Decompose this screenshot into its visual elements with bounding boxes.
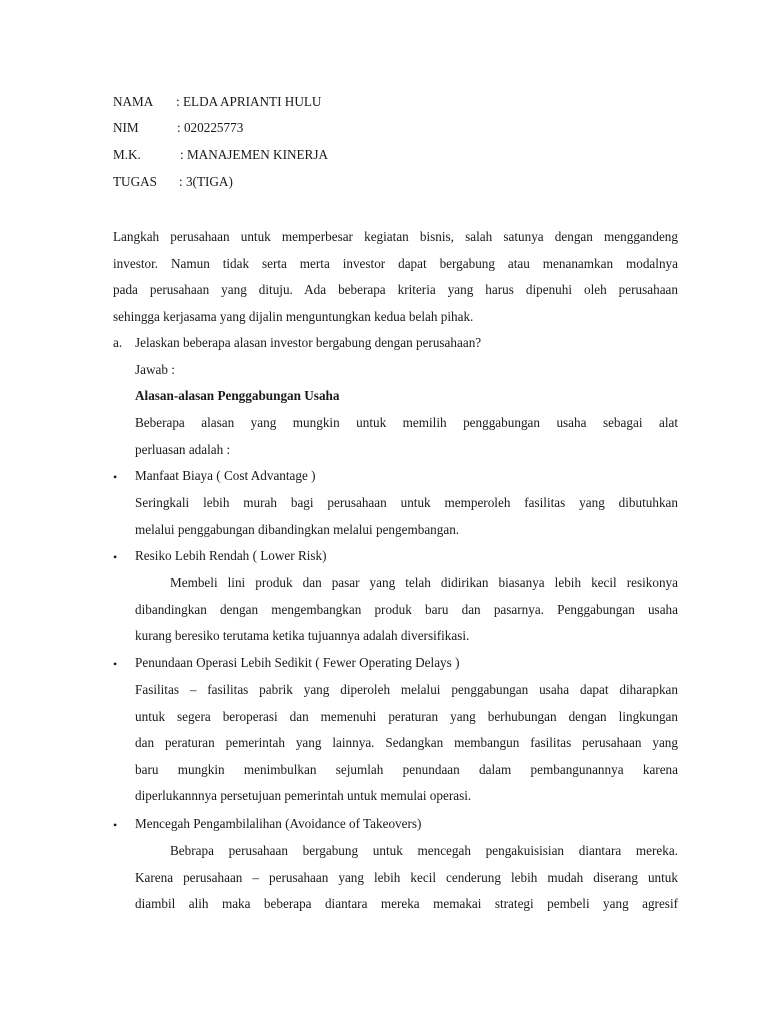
bullet-line: Seringkali lebih murah bagi perusahaan untuk memperoleh fasilitas yang dibutuhkan bbox=[135, 495, 678, 510]
bullet-title: Resiko Lebih Rendah ( Lower Risk) bbox=[135, 548, 327, 563]
nim-label: NIM bbox=[113, 120, 139, 135]
intro-paragraph bbox=[113, 224, 678, 330]
bullet-line: diambil alih maka beberapa diantara mereka memakai strategi pembeli yang agresif bbox=[135, 896, 678, 912]
bullet-line: melalui penggabungan dibandingkan melalui pengembangan. bbox=[135, 521, 460, 537]
bullet-line: Membeli lini produk dan pasar yang telah didirikan biasanya lebih kecil resikonya bbox=[170, 575, 678, 590]
section-intro-line: perluasan adalah : bbox=[135, 441, 231, 457]
bullet-line: Fasilitas – fasilitas pabrik yang diperoleh melalui penggabungan usaha dapat diharapkan bbox=[135, 682, 678, 697]
bullet-line: untuk segera beroperasi dan memenuhi peraturan yang berhubungan dengan lingkungan bbox=[135, 708, 678, 724]
nim-value: : 020225773 bbox=[177, 120, 244, 135]
mk-value: : MANAJEMEN KINERJA bbox=[180, 147, 328, 162]
question-text: Jelaskan beberapa alasan investor bergabung dengan perusahaan? bbox=[135, 335, 482, 350]
bullet-line: baru mungkin menimbulkan sejumlah penundaan dalam pembangunannya karena bbox=[135, 761, 678, 777]
bullet-body bbox=[135, 570, 678, 650]
mk-label: M.K. bbox=[113, 147, 141, 162]
section-intro-line: Beberapa alasan yang mungkin untuk memilih penggabungan usaha sebagai alat bbox=[135, 415, 678, 430]
intro-line: Langkah perusahaan untuk memperbesar kegiatan bisnis, salah satunya dengan menggandeng bbox=[113, 229, 678, 244]
nama-label: NAMA bbox=[113, 94, 154, 109]
bullet-dot: • bbox=[113, 657, 118, 671]
bullet-dot: • bbox=[113, 470, 118, 484]
bullet-line: dan peraturan pemerintah yang lainnya. Sedangkan membangun fasilitas perusahaan yang bbox=[135, 735, 678, 751]
section-intro bbox=[135, 410, 678, 463]
bullet-body bbox=[135, 677, 678, 810]
bullet-dot: • bbox=[113, 818, 118, 832]
bullet-title: Penundaan Operasi Lebih Sedikit ( Fewer Operating Delays ) bbox=[135, 655, 460, 670]
bullet-line: dibandingkan dengan mengembangkan produk baru dan pasarnya. Penggabungan usaha bbox=[135, 601, 678, 617]
bullet-line: Bebrapa perusahaan bergabung untuk mencegah pengakuisisian diantara mereka. bbox=[170, 843, 678, 858]
bullet-body bbox=[135, 490, 678, 543]
bullet-line: Karena perusahaan – perusahaan yang lebih kecil cenderung lebih mudah diserang untuk bbox=[135, 869, 678, 885]
tugas-value: : 3(TIGA) bbox=[179, 174, 233, 189]
section-title: Alasan-alasan Penggabungan Usaha bbox=[135, 388, 340, 403]
intro-line: sehingga kerjasama yang dijalin menguntungkan kedua belah pihak. bbox=[113, 308, 474, 324]
nama-value: : ELDA APRIANTI HULU bbox=[176, 94, 322, 109]
bullet-line: kurang beresiko terutama ketika tujuannya adalah diversifikasi. bbox=[135, 628, 470, 644]
bullet-line: diperlukannnya persetujuan pemerintah untuk memulai operasi. bbox=[135, 788, 472, 804]
bullet-dot: • bbox=[113, 550, 118, 564]
question-marker: a. bbox=[113, 335, 123, 350]
intro-line: investor. Namun tidak serta merta investor dapat bergabung atau menanamkan modalnya bbox=[113, 255, 678, 271]
tugas-label: TUGAS bbox=[113, 174, 157, 189]
bullet-title: Mencegah Pengambilalihan (Avoidance of Takeovers) bbox=[135, 816, 422, 831]
bullet-title: Manfaat Biaya ( Cost Advantage ) bbox=[135, 468, 316, 483]
answer-label: Jawab : bbox=[135, 362, 175, 377]
intro-line: pada perusahaan yang dituju. Ada beberapa kriteria yang harus dipenuhi oleh perusahaan bbox=[113, 282, 678, 298]
bullet-body bbox=[135, 838, 678, 918]
